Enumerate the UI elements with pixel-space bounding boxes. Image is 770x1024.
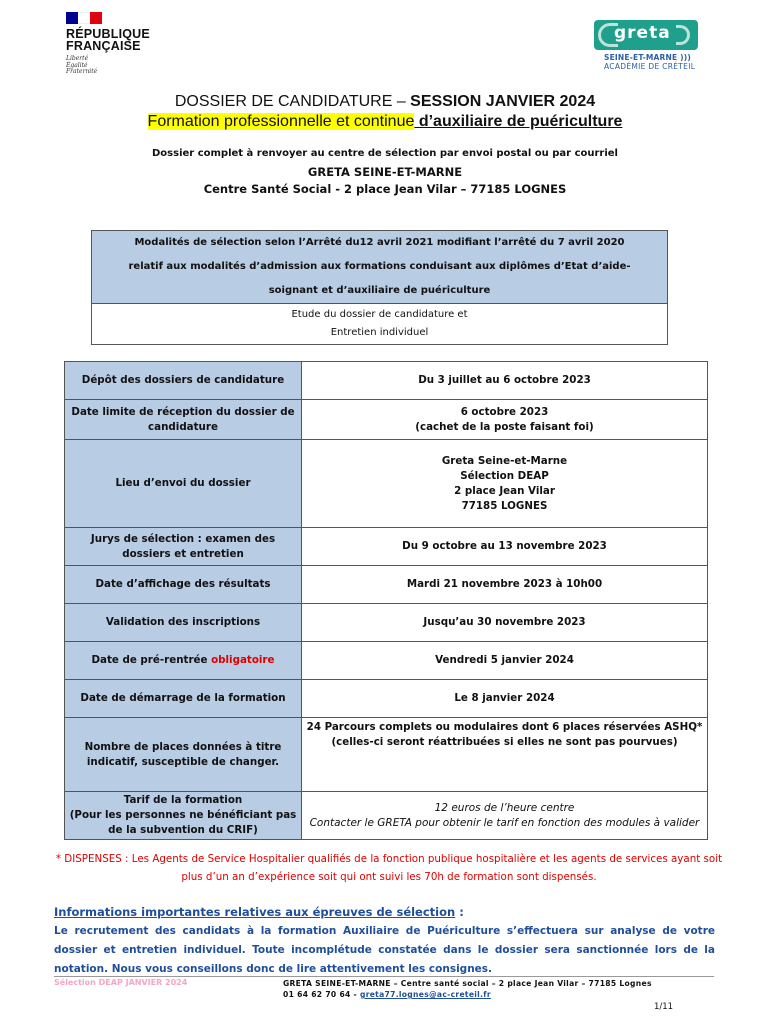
modalites-body-line: Entretien individuel xyxy=(330,327,429,338)
greta-badge xyxy=(594,20,698,50)
row-value: Vendredi 5 janvier 2024 xyxy=(302,642,708,680)
text-line: 12 euros de l’heure centre xyxy=(434,802,575,814)
table-row xyxy=(65,680,708,718)
footer-contact xyxy=(283,978,652,1000)
republique-francaise-logo xyxy=(66,12,186,76)
info-heading-suffix: : xyxy=(455,905,464,919)
text-line: Tarif de la formation xyxy=(123,794,243,806)
text-line: Greta Seine-et-Marne xyxy=(441,454,568,467)
modalites-header-line: relatif aux modalités d’admission aux formations conduisant aux diplômes d’Etat d’aide- xyxy=(128,261,631,272)
flag-white xyxy=(78,12,90,24)
modalites-body-row xyxy=(92,304,668,345)
greta-wordmark: greta xyxy=(614,23,671,43)
flag-blue xyxy=(66,12,78,24)
table-row xyxy=(65,362,708,400)
row-value: Du 3 juillet au 6 octobre 2023 xyxy=(302,362,708,400)
pre-rentree-label: Date de pré-rentrée xyxy=(91,654,212,666)
calendar-table xyxy=(64,361,708,840)
table-row xyxy=(65,528,708,566)
text-line: Sélection DEAP xyxy=(460,469,549,482)
row-value: Le 8 janvier 2024 xyxy=(302,680,708,718)
table-row xyxy=(65,642,708,680)
rf-line-2: FRANÇAISE xyxy=(66,39,141,53)
rf-name xyxy=(66,28,186,52)
intro-text: Dossier complet à renvoyer au centre de sélection par envoi postal ou par courriel xyxy=(152,148,618,159)
modalites-table xyxy=(91,230,668,345)
footer-divider xyxy=(54,976,714,977)
row-label: Date limite de réception du dossier de candidature xyxy=(65,400,302,440)
greta-address: Centre Santé Social - 2 place Jean Vilar – 77185 LOGNES xyxy=(203,182,567,196)
text-line: 2 place Jean Vilar xyxy=(454,484,555,497)
footer-phone-line xyxy=(283,989,652,1000)
page-subtitle xyxy=(0,113,770,131)
rf-motto xyxy=(66,56,186,76)
row-value xyxy=(302,400,708,440)
french-flag-icon xyxy=(66,12,102,24)
text-line: 6 octobre 2023 xyxy=(460,405,549,418)
greta-hook-icon xyxy=(676,25,690,45)
row-label: Validation des inscriptions xyxy=(65,604,302,642)
table-row xyxy=(65,400,708,440)
row-label: Dépôt des dossiers de candidature xyxy=(65,362,302,400)
row-value: Du 9 octobre au 13 novembre 2023 xyxy=(302,528,708,566)
row-value: 24 Parcours complets ou modulaires dont 6 places réservées ASHQ* (celles-ci seront réattribuées si elles ne sont pas pourvues) xyxy=(302,718,708,792)
row-value: Mardi 21 novembre 2023 à 10h00 xyxy=(302,566,708,604)
row-value xyxy=(302,440,708,528)
table-row xyxy=(65,440,708,528)
info-heading xyxy=(54,905,464,919)
greta-academie: ACADÉMIE DE CRÉTEIL xyxy=(604,62,696,71)
dispenses-note: * DISPENSES : Les Agents de Service Hospitalier qualifiés de la fonction publique hospitalière et les agents de services ayant soit plus d’un an d’expérience soit qui ont suivi les 70h de formation sont dispensés. xyxy=(55,853,723,883)
footer-email-link[interactable]: greta77.lognes@ac-creteil.fr xyxy=(359,990,491,999)
text-line: Contacter le GRETA pour obtenir le tarif en fonction des modules à valider xyxy=(309,816,700,829)
modalites-header-row xyxy=(92,231,668,304)
footer-phone: 01 64 62 70 64 - xyxy=(283,990,360,999)
row-label: Date d’affichage des résultats xyxy=(65,566,302,604)
row-label xyxy=(65,792,302,840)
title-session: SESSION JANVIER 2024 xyxy=(410,93,596,110)
rf-line-1: RÉPUBLIQUE xyxy=(66,27,150,41)
title-prefix: DOSSIER DE CANDIDATURE – xyxy=(174,93,411,110)
table-row xyxy=(65,566,708,604)
motto-liberte: Liberté xyxy=(66,55,89,62)
modalites-header xyxy=(92,231,668,304)
obligatoire-emph: obligatoire xyxy=(211,654,275,666)
subtitle-course: d’auxiliaire de puériculture xyxy=(414,113,623,130)
row-label xyxy=(65,642,302,680)
footer-session: Sélection DEAP JANVIER 2024 xyxy=(54,978,188,987)
greta-region: SEINE-ET-MARNE ))) xyxy=(604,53,692,62)
table-row xyxy=(65,792,708,840)
table-row xyxy=(65,718,708,792)
row-label: Lieu d’envoi du dossier xyxy=(65,440,302,528)
info-heading-text: Informations importantes relatives aux épreuves de sélection xyxy=(54,905,456,919)
page-number: 1/11 xyxy=(654,1002,674,1012)
modalites-header-line: Modalités de sélection selon l’Arrêté du12 avril 2021 modifiant l’arrêté du 7 avril 2020 xyxy=(134,237,625,248)
motto-fraternite: Fraternité xyxy=(66,68,98,75)
row-value xyxy=(302,792,708,840)
table-row xyxy=(65,604,708,642)
greta-logo xyxy=(594,20,704,71)
greta-name: GRETA SEINE-ET-MARNE xyxy=(307,165,463,179)
row-value: Jusqu’au 30 novembre 2023 xyxy=(302,604,708,642)
modalites-body xyxy=(92,304,668,345)
page-title xyxy=(0,93,770,111)
info-text: Le recrutement des candidats à la formation Auxiliaire de Puériculture s’effectuera sur analyse de votre dossier et entretien individuel. Toute incomplétude constatée dans le dossier sera sanctionnée lors de la notation. Nous vous conseillons donc de lire attentivement les consignes. xyxy=(54,925,715,975)
text-line: 77185 LOGNES xyxy=(461,499,548,512)
text-line: (cachet de la poste faisant foi) xyxy=(415,420,594,433)
footer-address: GRETA SEINE-ET-MARNE – Centre santé social – 2 place Jean Vilar – 77185 Lognes xyxy=(283,979,652,988)
motto-egalite: Égalité xyxy=(66,61,88,69)
row-label: Nombre de places données à titre indicatif, susceptible de changer. xyxy=(65,718,302,792)
modalites-body-line: Etude du dossier de candidature et xyxy=(291,309,468,320)
flag-red xyxy=(90,12,102,24)
text-line: (Pour les personnes ne bénéficiant pas de la subvention du CRIF) xyxy=(69,809,297,836)
modalites-header-line: soignant et d’auxiliaire de puériculture xyxy=(268,285,491,296)
row-label: Date de démarrage de la formation xyxy=(65,680,302,718)
row-label: Jurys de sélection : examen des dossiers et entretien xyxy=(65,528,302,566)
subtitle-highlight: Formation professionnelle et continue xyxy=(147,113,415,130)
